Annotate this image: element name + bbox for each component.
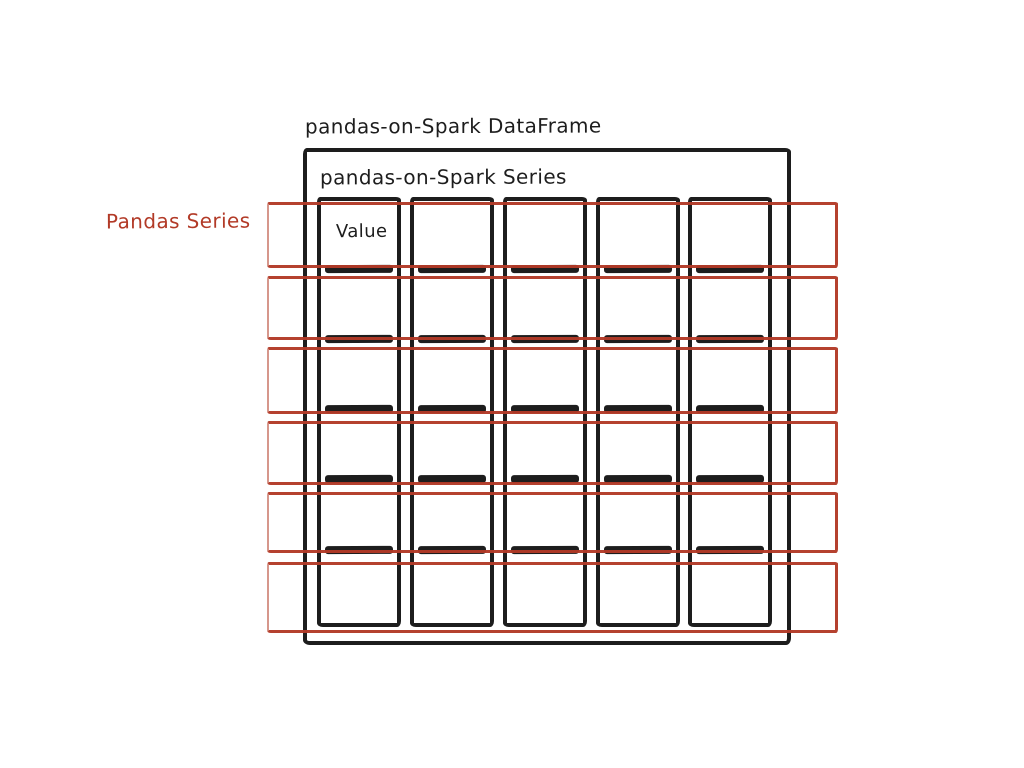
pandas-series-row [267,202,838,268]
pandas-on-spark-series-label: pandas-on-Spark Series [319,164,567,190]
pandas-series-row [267,347,838,414]
pandas-series-row [267,492,838,553]
dataframe-title: pandas-on-Spark DataFrame [304,113,602,139]
pandas-series-row [267,562,838,633]
pandas-series-row [267,421,838,485]
cell-value-label: Value [335,220,388,243]
pandas-series-label: Pandas Series [105,208,251,234]
pandas-series-row [267,276,838,340]
